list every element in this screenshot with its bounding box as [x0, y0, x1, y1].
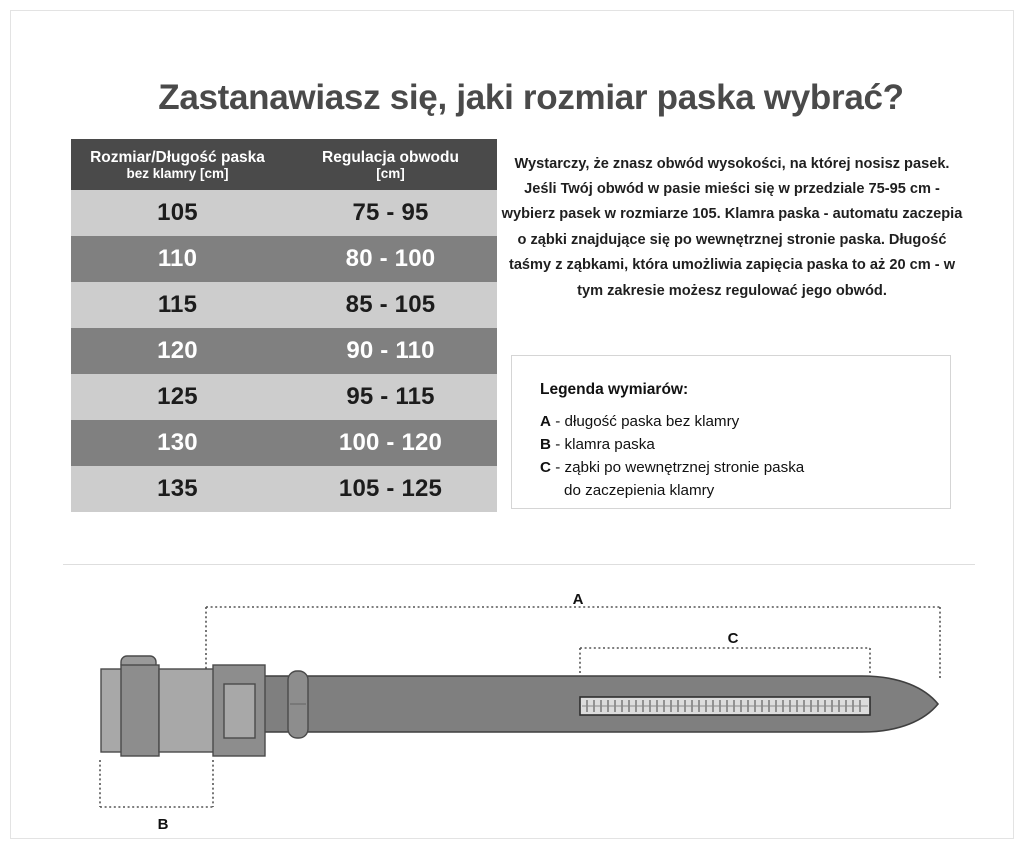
table-row	[71, 236, 497, 282]
table-row	[71, 466, 497, 512]
buckle-body	[159, 669, 215, 752]
table-header-range	[284, 139, 497, 190]
intro-paragraph: Wystarczy, że znasz obwód wysokości, na której nosisz pasek. Jeśli Twój obwód w pasie mieści się w przedziale 75-95 cm - wybierz pasek w rozmiarze 105. Klamra paska - automatu zaczepia o ząbki znajdujące się po wewnętrznej stronie paska. Długość taśmy z ząbkami, która umożliwia zapięcia paska to aż 20 cm - w tym zakresie możesz regulować jego obwód.	[501, 155, 963, 299]
page-title: Zastanawiasz się, jaki rozmiar paska wybrać?	[158, 78, 904, 118]
table-row	[71, 190, 497, 236]
table-row	[71, 420, 497, 466]
table-header-size-main: Rozmiar/Długość paska	[90, 149, 265, 166]
table-row	[71, 374, 497, 420]
cell-size: 110	[71, 236, 284, 282]
cell-range: 100 - 120	[284, 420, 497, 466]
label-c: C	[727, 630, 739, 647]
legend-text-b: klamra paska	[564, 436, 655, 454]
cell-size: 105	[71, 190, 284, 236]
cell-range: 80 - 100	[284, 236, 497, 282]
legend-dash-c: -	[555, 459, 561, 477]
label-a: A	[572, 591, 584, 608]
cell-range: 85 - 105	[284, 282, 497, 328]
legend-list	[540, 410, 940, 502]
legend-item-b	[540, 433, 940, 456]
legend-dash-b: -	[555, 436, 561, 454]
cell-size: 135	[71, 466, 284, 512]
cell-size: 120	[71, 328, 284, 374]
legend-key-b: B	[540, 436, 551, 454]
size-table	[71, 139, 497, 512]
table-row	[71, 328, 497, 374]
table-header-range-sub: [cm]	[376, 166, 405, 182]
cell-range: 90 - 110	[284, 328, 497, 374]
dimension-bracket-a	[206, 607, 940, 678]
legend-item-c	[540, 456, 940, 479]
label-b: B	[157, 816, 169, 833]
legend-item-a	[540, 410, 940, 433]
dimension-bracket-b	[100, 760, 213, 807]
belt-diagram	[0, 560, 1024, 849]
legend-title: Legenda wymiarów:	[540, 381, 689, 398]
table-header-range-main: Regulacja obwodu	[322, 149, 459, 166]
legend-text-a: długość paska bez klamry	[564, 413, 740, 430]
cell-size: 130	[71, 420, 284, 466]
legend-key-c: C	[540, 459, 551, 477]
cell-size: 115	[71, 282, 284, 328]
cell-size: 125	[71, 374, 284, 420]
legend-box	[511, 355, 951, 509]
buckle-mid-bar	[121, 665, 159, 756]
table-header-size-sub: bez klamry [cm]	[126, 166, 229, 182]
cell-range: 105 - 125	[284, 466, 497, 512]
table-row	[71, 282, 497, 328]
legend-text-c-continuation: do zaczepienia klamry	[564, 482, 715, 500]
cell-range: 95 - 115	[284, 374, 497, 420]
legend-key-a: A	[540, 413, 551, 430]
table-header-size	[71, 139, 284, 190]
buckle-window	[224, 684, 255, 738]
cell-range: 75 - 95	[284, 190, 497, 236]
legend-dash-a: -	[555, 413, 561, 430]
legend-text-c: ząbki po wewnętrznej stronie paska	[564, 459, 805, 477]
table-header-row	[71, 139, 497, 190]
